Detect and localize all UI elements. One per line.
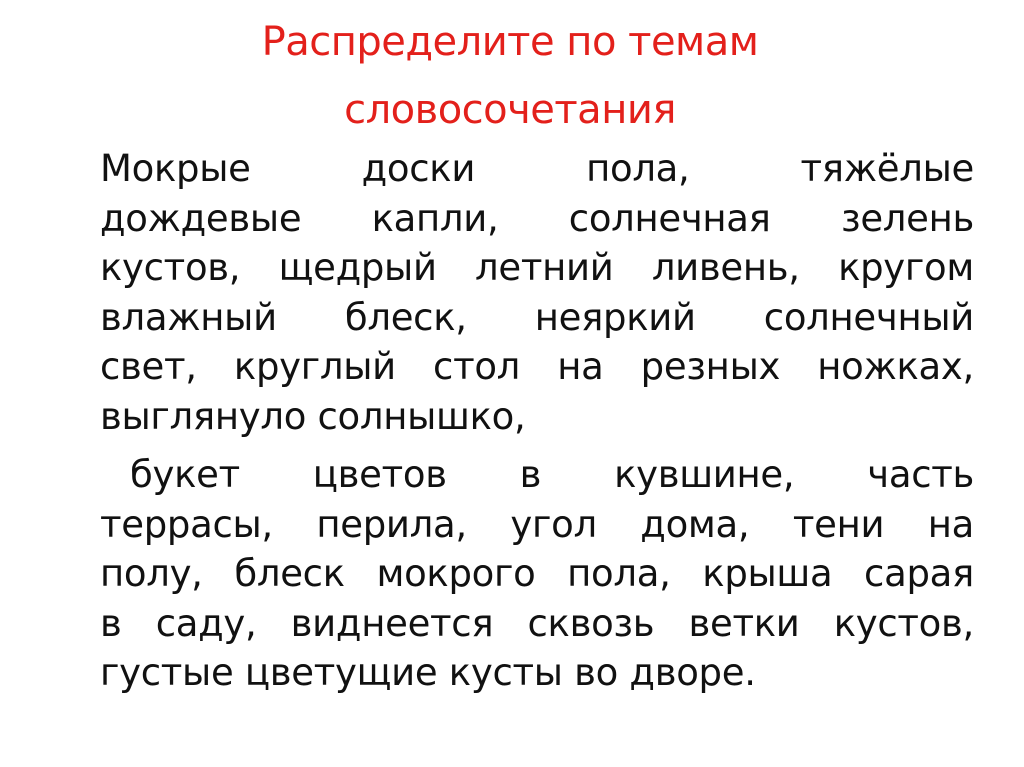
- paragraph-2: [100, 450, 974, 698]
- text-line: свет, круглый стол на резных ножках,: [100, 345, 974, 388]
- text-line: дождевые капли, солнечная зелень: [100, 196, 974, 240]
- text-line: густые цветущие кусты во дворе.: [100, 651, 756, 694]
- text-line: Мокрые доски пола, тяжёлые: [100, 147, 974, 190]
- text-line: в саду, виднеется сквозь ветки кустов,: [100, 601, 974, 645]
- text-line: выглянуло солнышко,: [100, 394, 526, 438]
- paragraph-1: [100, 144, 974, 441]
- text-line: полу, блеск мокрого пола, крыша сарая: [100, 552, 974, 595]
- slide-body: [100, 144, 974, 698]
- text-line: влажный блеск, неяркий солнечный: [100, 295, 974, 339]
- text-line: букет цветов в кувшине, часть: [130, 453, 974, 496]
- text-line: террасы, перила, угол дома, тени на: [100, 502, 974, 546]
- text-line: кустов, щедрый летний ливень, кругом: [100, 246, 974, 289]
- title-line-1: Распределите по темам: [261, 19, 759, 65]
- slide-title: [160, 8, 860, 144]
- title-line-2: словосочетания: [344, 87, 676, 133]
